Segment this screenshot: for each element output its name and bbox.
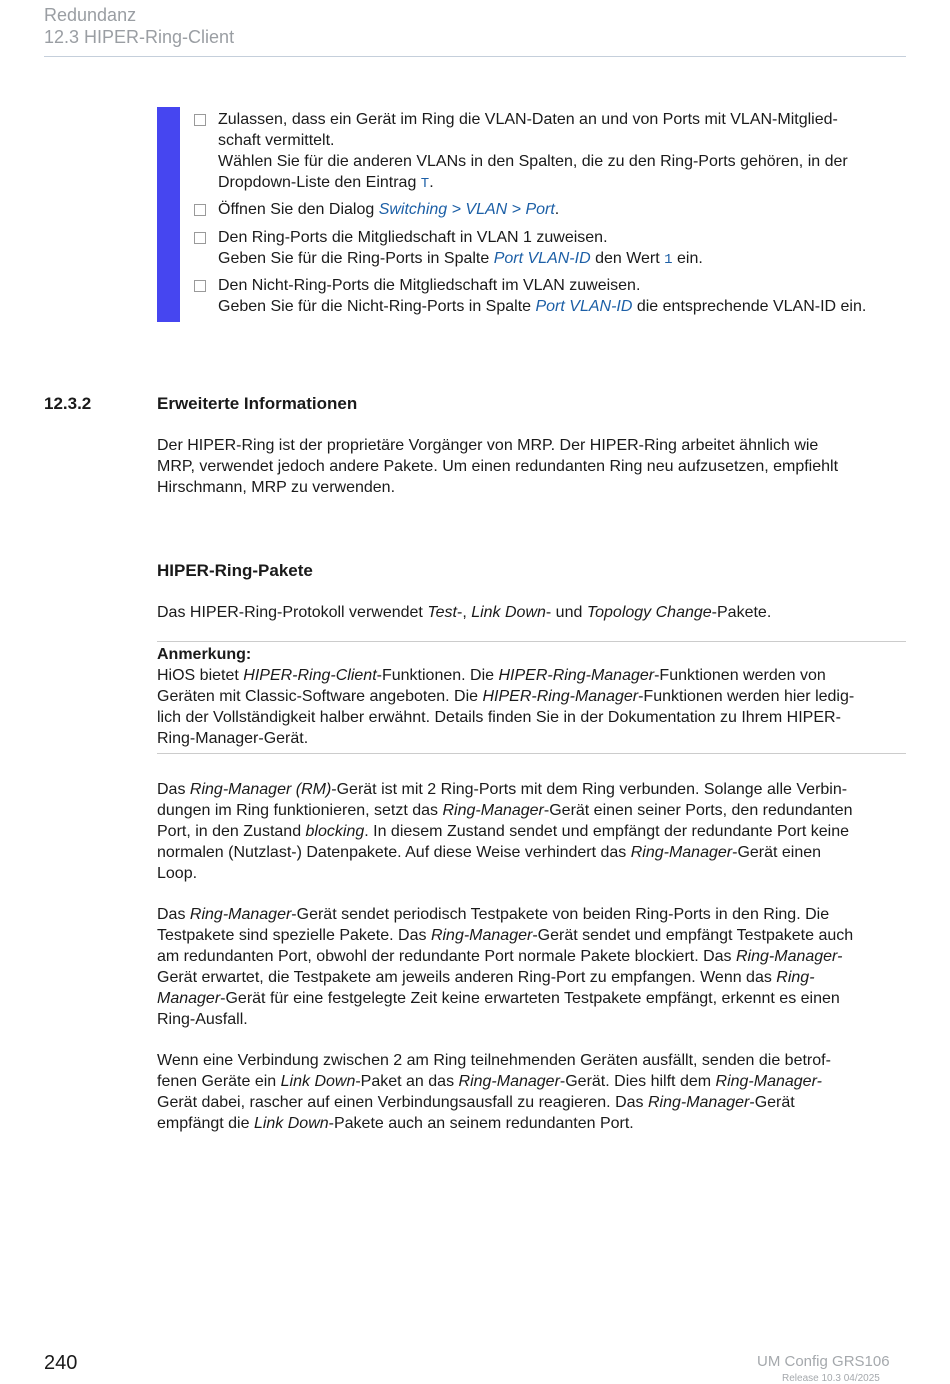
step-text: Geben Sie für die Nicht-Ring-Ports in Spalte Port VLAN-ID die entsprechende VLAN-ID ein. — [218, 298, 867, 315]
header-section: 12.3 HIPER-Ring-Client — [44, 27, 235, 47]
instruction-block — [157, 107, 917, 322]
step-open-dialog — [218, 199, 918, 220]
step-text: Zulassen, dass ein Gerät im Ring die VLAN-Daten an und von Ports mit VLAN-Mitglied- — [218, 111, 838, 128]
test-packets-paragraph: Das Ring-Manager-Gerät sendet periodisch Testpakete von beiden Ring-Ports in den Ring. Die Testpakete sind spezielle Pakete. Das Ring-Manager-Gerät sendet und empfängt Testpakete auch am redundanten Port, obwohl der redundante Port normale Pakete blockiert. Das Ring-Manager- Gerät erwartet, die Testpakete am jeweils anderen Ring-Port zu empfangen. Wenn das Ring- Manager-Gerät für eine festgelegte Zeit keine erwarteten Testpakete empfängt, erkennt es einen Ring-Ausfall. — [157, 906, 854, 1028]
step-text: Dropdown-Liste den Eintrag T. — [218, 174, 434, 192]
footer-release: Release 10.3 04/2025 — [782, 1373, 880, 1384]
step-text: Den Ring-Ports die Mitgliedschaft in VLAN 1 zuweisen. — [218, 229, 608, 246]
menu-path: Switching > VLAN > Port — [378, 201, 555, 218]
section-intro: Der HIPER-Ring ist der proprietäre Vorgänger von MRP. Der HIPER-Ring arbeitet ähnlich wie MRP, verwendet jedoch andere Pakete. Um einen redundanten Ring neu aufzusetzen, empfiehlt Hirschmann, MRP zu verwenden. — [157, 437, 839, 496]
subheading-packets: HIPER-Ring-Pakete — [157, 561, 313, 580]
instruction-marker-bar — [157, 107, 180, 322]
step-text: Geben Sie für die Ring-Ports in Spalte Port VLAN-ID den Wert 1 ein. — [218, 250, 703, 268]
checkbox-icon — [194, 114, 206, 126]
checkbox-icon — [194, 232, 206, 244]
step-text: Den Nicht-Ring-Ports die Mitgliedschaft im VLAN zuweisen. — [218, 277, 641, 294]
step-text: Öffnen Sie den Dialog Switching > VLAN > Port. — [218, 201, 560, 218]
field-name: Port VLAN-ID — [535, 298, 633, 315]
step-non-ring-ports — [218, 275, 918, 317]
running-header — [44, 4, 234, 48]
checkbox-icon — [194, 280, 206, 292]
packets-paragraph: Das HIPER-Ring-Protokoll verwendet Test-, Link Down- und Topology Change-Pakete. — [157, 604, 772, 621]
note-bottom-rule — [157, 753, 906, 754]
checkbox-icon — [194, 204, 206, 216]
note-top-rule — [157, 641, 906, 642]
step-text: Wählen Sie für die anderen VLANs in den Spalten, die zu den Ring-Ports gehören, in der — [218, 153, 848, 170]
step-ring-ports — [218, 227, 918, 271]
header-divider — [44, 56, 906, 57]
value-code: T — [420, 176, 430, 192]
section-number: 12.3.2 — [44, 394, 92, 413]
footer-document-title: UM Config GRS106 — [757, 1353, 890, 1370]
link-down-paragraph: Wenn eine Verbindung zwischen 2 am Ring teilnehmenden Geräten ausfällt, senden die betrof- fenen Geräte ein Link Down-Paket an das Ring-Manager-Gerät. Dies hilft dem Ring-Manager- Gerät dabei, rascher auf einen Verbindungsausfall zu reagieren. Das Ring-Manager-Gerät empfängt die Link Down-Pakete auch an seinem redundanten Port. — [157, 1052, 831, 1132]
value-code: 1 — [664, 252, 673, 268]
step-allow-vlan — [218, 109, 918, 195]
note-heading: Anmerkung: — [157, 646, 252, 663]
field-name: Port VLAN-ID — [493, 250, 591, 267]
note-box: Anmerkung: HiOS bietet HIPER-Ring-Client-Funktionen. Die HIPER-Ring-Manager-Funktionen werden von Geräten mit Classic-Software angeboten. Die HIPER-Ring-Manager-Funktionen werden hier ledig- lich der Vollständigkeit halber erwähnt. Details finden Sie in der Dokumentation zu Ihrem HIPER- Ring-Manager-Gerät. — [157, 644, 907, 749]
step-text: schaft vermittelt. — [218, 132, 335, 149]
section-title: Erweiterte Informationen — [157, 394, 358, 413]
header-chapter: Redundanz — [44, 5, 137, 25]
page-number: 240 — [44, 1352, 78, 1374]
ring-manager-paragraph: Das Ring-Manager (RM)-Gerät ist mit 2 Ring-Ports mit dem Ring verbunden. Solange alle Verbin- dungen im Ring funktionieren, setzt das Ring-Manager-Gerät einen seiner Ports, den redundanten Port, in den Zustand blocking. In diesem Zustand sendet und empfängt der redundante Port keine normalen (Nutzlast-) Datenpakete. Auf diese Weise verhindert das Ring-Manager-Gerät einen Loop. — [157, 781, 853, 882]
